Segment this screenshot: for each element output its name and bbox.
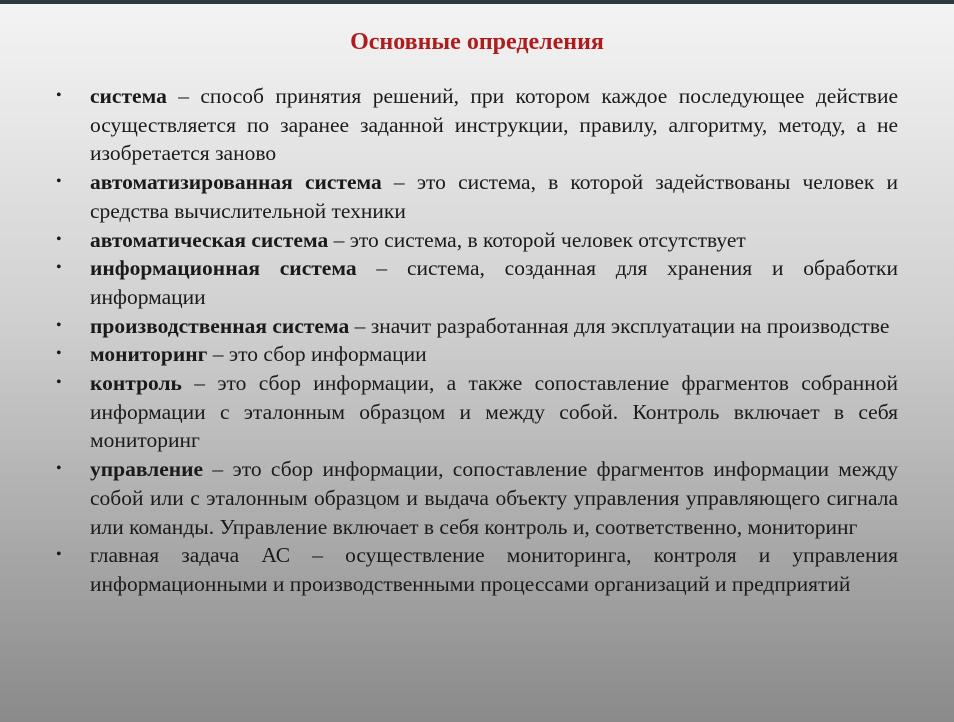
bullet-icon: • bbox=[56, 460, 62, 478]
definition-term: автоматическая система bbox=[90, 227, 329, 252]
definition-text: – система, созданная для хранения и обработки информации bbox=[90, 256, 898, 309]
bullet-icon: • bbox=[56, 230, 62, 248]
bullet-icon: • bbox=[56, 316, 62, 334]
definition-text: – это сбор информации, а также сопоставление фрагментов собранной информации с эталонным образцом и между собой. Контроль включает в себя мониторинг bbox=[90, 371, 898, 453]
definition-text: – это сбор информации bbox=[207, 342, 427, 367]
definition-text: – это система, в которой задействованы человек и средства вычислительной техники bbox=[90, 170, 898, 223]
definition-text: – это система, в которой человек отсутствует bbox=[328, 227, 746, 252]
definition-term: автоматизированная система bbox=[90, 170, 382, 195]
definition-text: – это сбор информации, сопоставление фрагментов информации между собой или с эталонным образцом и выдача объекту управления управляющего сигнала или команды. Управление включает в себя контроль и, соответственно, мониторинг bbox=[90, 457, 898, 539]
list-item bbox=[56, 312, 898, 341]
top-accent-bar bbox=[0, 0, 954, 4]
definitions-list bbox=[56, 82, 898, 599]
bullet-icon: • bbox=[56, 345, 62, 363]
list-item bbox=[56, 254, 898, 311]
slide-title: Основные определения bbox=[350, 29, 604, 55]
definition-text: главная задача АС – осуществление мониторинга, контроля и управления информационными и производственными процессами организаций и предприятий bbox=[90, 543, 898, 596]
bullet-icon: • bbox=[56, 87, 62, 104]
definition-term: информационная система bbox=[90, 256, 357, 281]
bullet-icon: • bbox=[56, 173, 62, 191]
definition-term: производственная система bbox=[90, 313, 350, 338]
list-item bbox=[56, 340, 898, 369]
bullet-icon: • bbox=[56, 374, 62, 392]
definition-text: – способ принятия решений, при котором каждое последующее действие осуществляется по заранее заданной инструкции, правилу, алгоритму, методу, а не изобретается заново bbox=[90, 84, 898, 166]
definition-term: система bbox=[90, 84, 167, 108]
list-item bbox=[56, 541, 898, 598]
list-item bbox=[56, 82, 898, 168]
bullet-icon: • bbox=[56, 546, 62, 564]
definition-term: контроль bbox=[90, 371, 182, 396]
list-item bbox=[56, 369, 898, 455]
list-item bbox=[56, 455, 898, 541]
list-item bbox=[56, 226, 898, 255]
bullet-icon: • bbox=[56, 259, 62, 277]
definition-text: – значит разработанная для эксплуатации на производстве bbox=[349, 313, 890, 338]
list-item bbox=[56, 168, 898, 225]
definition-term: управление bbox=[90, 457, 204, 482]
definition-term: мониторинг bbox=[90, 342, 208, 367]
